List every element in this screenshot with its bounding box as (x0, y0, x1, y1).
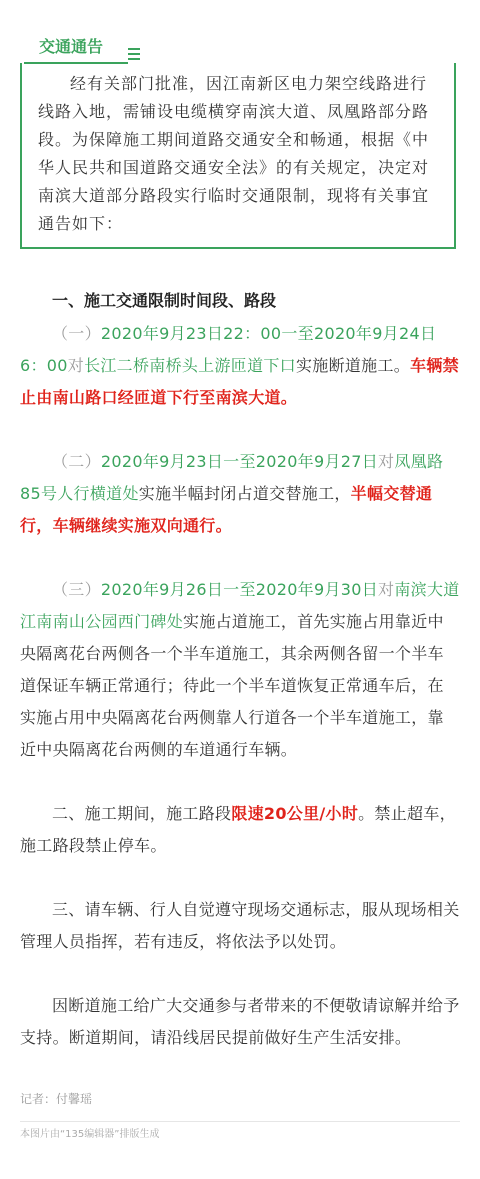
menu-lines-icon (128, 48, 140, 60)
section-3 (20, 894, 460, 958)
footer-divider (20, 1121, 460, 1122)
closing-paragraph (20, 990, 460, 1054)
section-2-pre: 二、施工期间，施工路段 (52, 804, 232, 823)
reporter-credit: 记者：付馨瑶 (20, 1092, 93, 1106)
item-3-number: （三） (52, 580, 101, 599)
item-2-number: （二） (52, 452, 101, 471)
item-2-alert: 半幅交替通行，车辆继续实施双向通行。 (20, 484, 433, 535)
section-2-post: 。禁止超车，施工路段禁止停车。 (20, 804, 456, 855)
item-1-number: （一） (52, 324, 101, 343)
item-1-time: 2020年9月23日22：00一至2020年9月24日6：00 (20, 324, 437, 375)
item-3 (20, 574, 460, 766)
item-2-action: 实施半幅封闭占道交替施工， (138, 484, 351, 503)
item-3-action: 实施占道施工，首先实施占用靠近中央隔离花台两侧各一个半车道施工，其余两侧各留一个半车道保证车辆正常通行；待此一个半车道恢复正常通车后，在实施占用中央隔离花台两侧靠人行道各一个半车道施工，靠近中央隔离花台两侧的车道通行车辆。 (20, 612, 444, 759)
item-1 (20, 318, 460, 414)
item-1-pre: 对 (67, 356, 85, 375)
item-1-alert: 车辆禁止由南山路口经匝道下行至南滨大道。 (20, 356, 459, 407)
item-1-place: 长江二桥南桥头上游匝道下口 (84, 356, 296, 375)
notice-title: 交通通告 (24, 34, 128, 64)
item-2-place: 凤凰路85号人行横道处 (20, 452, 444, 503)
item-3-time: 2020年9月26日一至2020年9月30日 (100, 580, 379, 599)
editor-footer: 本图片由“135编辑器”排版生成 (20, 1129, 160, 1140)
item-2-time: 2020年9月23日一至2020年9月27日 (100, 452, 379, 471)
notice-body: 经有关部门批准，因江南新区电力架空线路进行线路入地，需铺设电缆横穿南滨大道、凤凰路部分路段。为保障施工期间道路交通安全和畅通，根据《中华人民共和国道路交通安全法》的有关规定，决定对南滨大道部分路段实行临时交通限制，现将有关事宜通告如下： (38, 74, 430, 233)
item-3-pre: 对 (378, 580, 395, 599)
speed-limit: 限速20公里/小时 (231, 804, 359, 823)
item-2-pre: 对 (378, 452, 395, 471)
section-2 (20, 798, 460, 862)
item-1-action: 实施断道施工。 (295, 356, 411, 375)
section-heading-1: 一、施工交通限制时间段、路段 (52, 291, 277, 310)
item-3-place: 南滨大道江南南山公园西门碑处 (20, 580, 460, 631)
section-3-text: 三、请车辆、行人自觉遵守现场交通标志，服从现场相关管理人员指挥，若有违反，将依法予以处罚。 (20, 900, 460, 951)
item-2 (20, 446, 460, 542)
closing-text: 因断道施工给广大交通参与者带来的不便敬请谅解并给予支持。断道期间，请沿线居民提前做好生产生活安排。 (20, 996, 460, 1047)
